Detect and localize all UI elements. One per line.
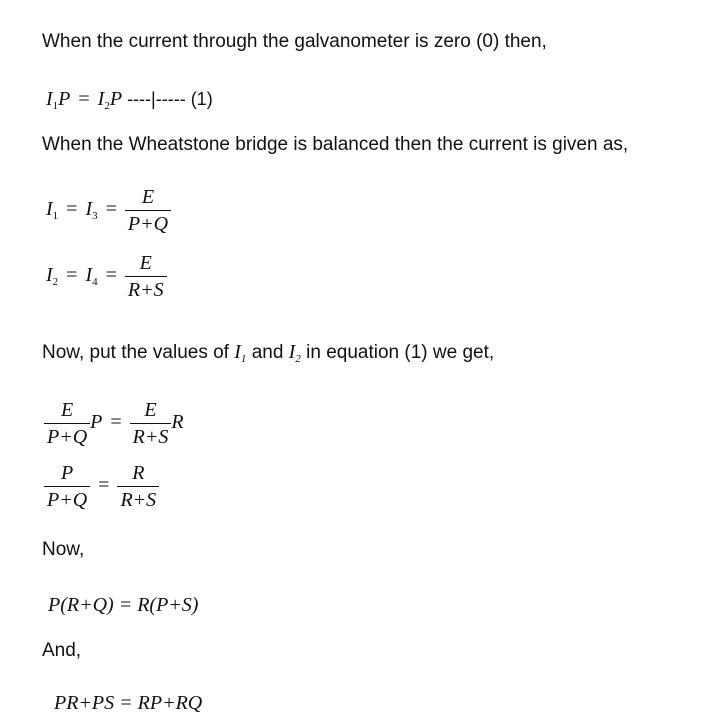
equation-label: (1)	[190, 89, 213, 109]
ratio-equation: $\frac{P}{P+Q}$ = $\frac{R}{R+S}$	[44, 462, 159, 511]
fraction: $\frac{R}{R+S}$	[117, 462, 159, 511]
expanded-equation: PR+PS = RP+RQ	[54, 692, 203, 714]
cross-multiplied-equation: P(R+Q) = R(P+S)	[48, 594, 199, 616]
current-equation-2: $I_2 = I_4$ = $\frac{E}{R+S}$	[46, 252, 167, 301]
balanced-text: When the Wheatstone bridge is balanced then the current is given as,	[42, 134, 629, 155]
fraction: $\frac{E}{R+S}$	[125, 252, 167, 301]
equation-1: $I_1P = I_2P$ ----|----- (1)	[46, 88, 213, 112]
and-text: And,	[42, 640, 82, 661]
fraction: $\frac{E}{P+Q}$	[44, 399, 90, 448]
fraction: $\frac{E}{R+S}$	[130, 399, 172, 448]
fraction: $\frac{P}{P+Q}$	[44, 462, 90, 511]
current-equation-1: $I_1 = I_3$ = $\frac{E}{P+Q}$	[46, 186, 171, 235]
equation-dashes: ----|-----	[127, 89, 186, 109]
fraction: $\frac{E}{P+Q}$	[125, 186, 171, 235]
substitution-text: Now, put the values of $I_1$ and $I_2$ in equation (1) we get,	[42, 341, 495, 365]
intro-text: When the current through the galvanometer is zero (0) then,	[42, 31, 547, 52]
substituted-equation: $\frac{E}{P+Q}$ P = $\frac{E}{R+S}$ R	[44, 399, 184, 448]
now-text: Now,	[42, 539, 85, 560]
